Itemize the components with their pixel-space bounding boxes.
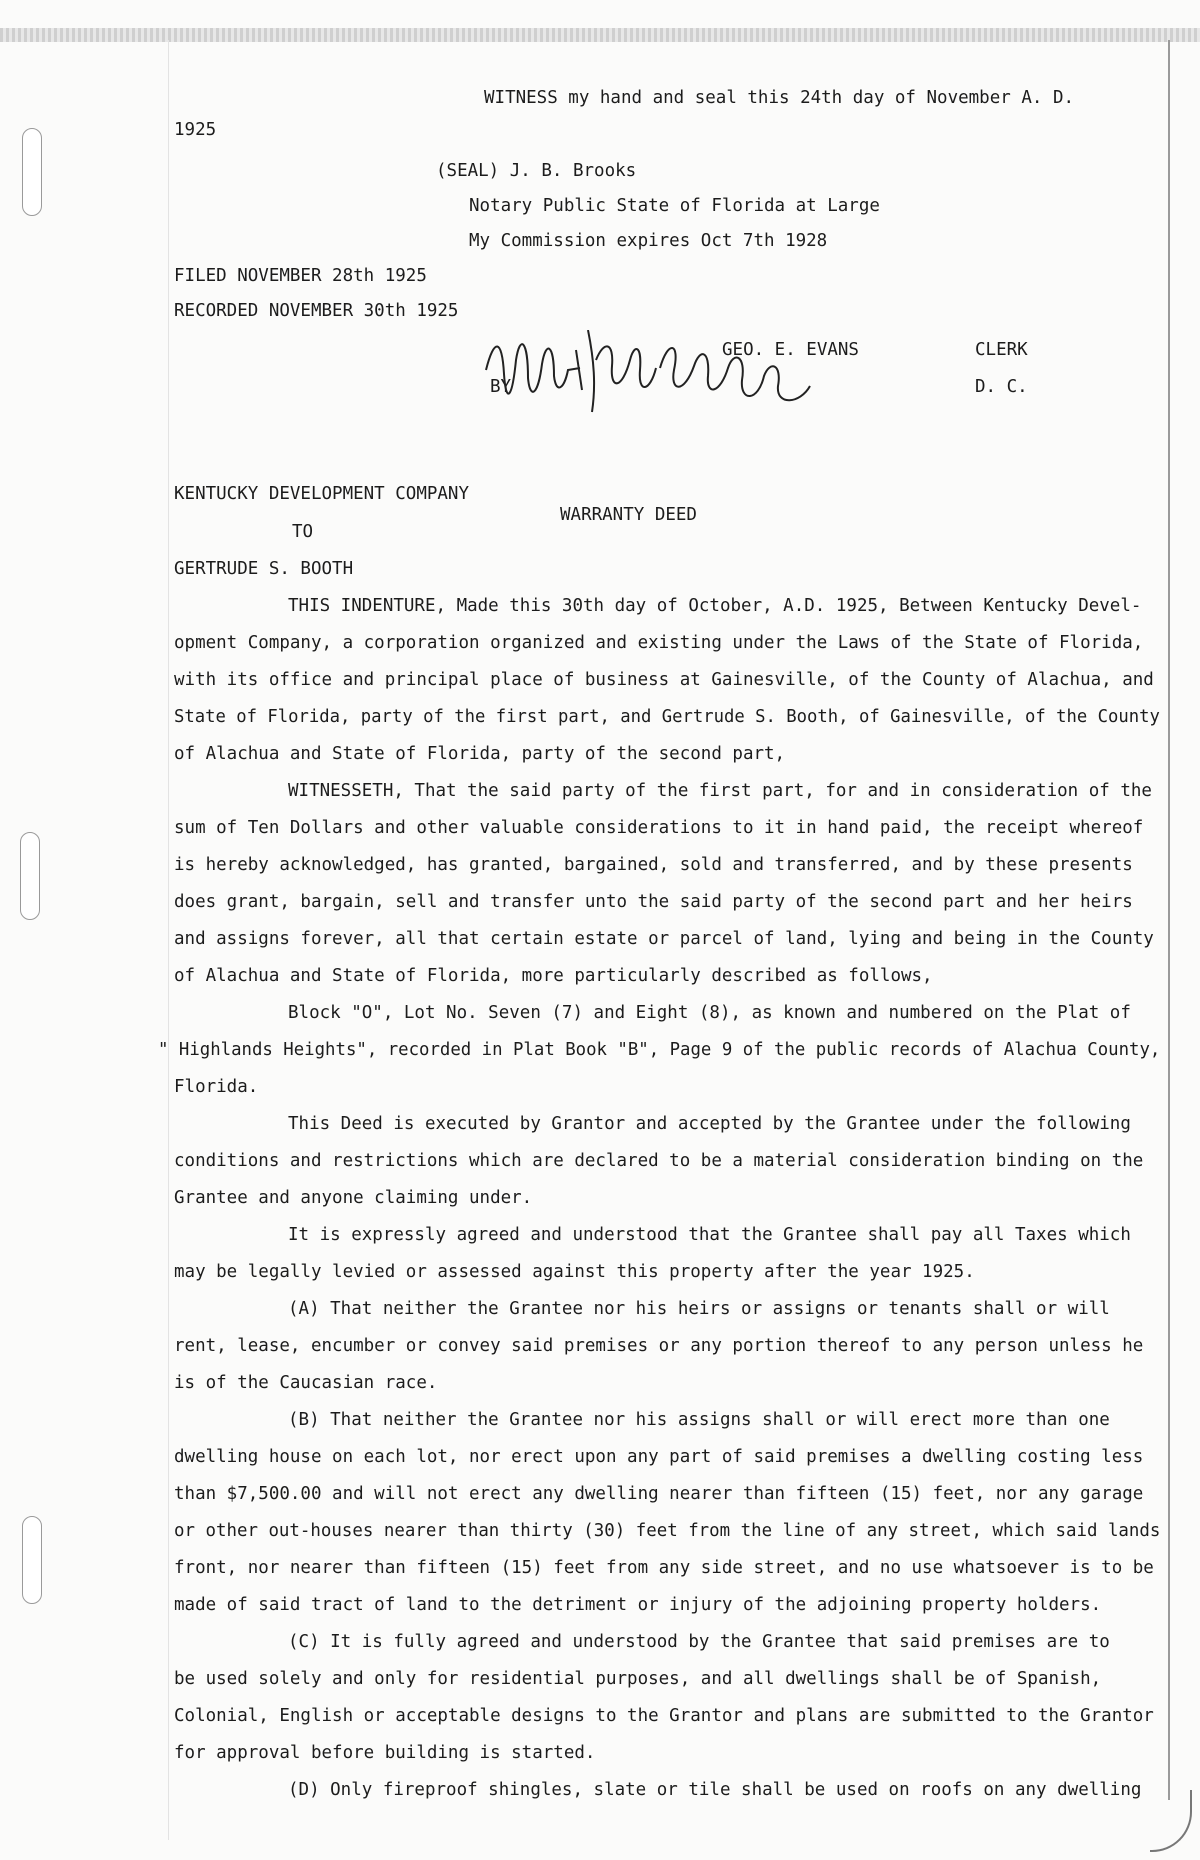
clerk-title: CLERK (975, 340, 1028, 360)
binder-hole (22, 1516, 42, 1604)
body-line: State of Florida, party of the first part, and Gertrude S. Booth, of Gainesville, of the County (174, 707, 1160, 727)
deputy-clerk-label: D. C. (975, 377, 1028, 397)
notary-seal-line: (SEAL) J. B. Brooks (436, 161, 637, 181)
recorded-date: RECORDED NOVEMBER 30th 1925 (174, 301, 459, 321)
notary-title: Notary Public State of Florida at Large (469, 196, 880, 216)
property-description: Block "O", Lot No. Seven (7) and Eight (8), as known and numbered on the Plat of (288, 1003, 1131, 1023)
body-line: of Alachua and State of Florida, more particularly described as follows, (174, 966, 933, 986)
restriction-a: (A) That neither the Grantee nor his heirs or assigns or tenants shall or will (288, 1299, 1110, 1319)
restriction-b: or other out-houses nearer than thirty (30) feet from the line of any street, which said lands (174, 1521, 1161, 1541)
witness-line: WITNESS my hand and seal this 24th day of November A. D. (484, 88, 1075, 108)
body-line: with its office and principal place of business at Gainesville, of the County of Alachua, and (174, 670, 1154, 690)
body-line: Grantee and anyone claiming under. (174, 1188, 533, 1208)
body-line: of Alachua and State of Florida, party of the second part, (174, 744, 786, 764)
restriction-c: Colonial, English or acceptable designs to the Grantor and plans are submitted to the Grantor (174, 1706, 1154, 1726)
body-line: opment Company, a corporation organized and existing under the Laws of the State of Florida, (174, 633, 1144, 653)
filed-date: FILED NOVEMBER 28th 1925 (174, 266, 427, 286)
body-line: It is expressly agreed and understood that the Grantee shall pay all Taxes which (288, 1225, 1131, 1245)
restriction-a: is of the Caucasian race. (174, 1373, 438, 1393)
restriction-b: front, nor nearer than fifteen (15) feet from any side street, and no use whatsoever is to be (174, 1558, 1154, 1578)
grantee-name: GERTRUDE S. BOOTH (174, 559, 354, 579)
binder-hole (20, 832, 40, 920)
deed-title: WARRANTY DEED (560, 505, 697, 525)
body-line: is hereby acknowledged, has granted, bargained, sold and transferred, and by these presents (174, 855, 1133, 875)
clerk-name: GEO. E. EVANS (722, 340, 859, 360)
restriction-b: dwelling house on each lot, nor erect upon any part of said premises a dwelling costing less (174, 1447, 1144, 1467)
witness-year: 1925 (174, 120, 217, 140)
scan-top-border (0, 28, 1200, 42)
property-description: " Highlands Heights", recorded in Plat Book "B", Page 9 of the public records of Alachua County, (158, 1040, 1161, 1060)
restriction-b: made of said tract of land to the detriment or injury of the adjoining property holders. (174, 1595, 1102, 1615)
to-label: TO (292, 522, 314, 542)
body-line: may be legally levied or assessed against this property after the year 1925. (174, 1262, 975, 1282)
page-curl (1150, 1790, 1192, 1852)
body-line: and assigns forever, all that certain estate or parcel of land, lying and being in the County (174, 929, 1154, 949)
body-line: This Deed is executed by Grantor and accepted by the Grantee under the following (288, 1114, 1131, 1134)
scan-left-margin (168, 40, 169, 1840)
body-line: THIS INDENTURE, Made this 30th day of October, A.D. 1925, Between Kentucky Devel- (288, 596, 1142, 616)
body-line: sum of Ten Dollars and other valuable considerations to it in hand paid, the receipt whereof (174, 818, 1144, 838)
restriction-b: than $7,500.00 and will not erect any dwelling nearer than fifteen (15) feet, nor any garage (174, 1484, 1144, 1504)
restriction-b: (B) That neither the Grantee nor his assigns shall or will erect more than one (288, 1410, 1110, 1430)
body-line: conditions and restrictions which are declared to be a material consideration binding on the (174, 1151, 1144, 1171)
deputy-clerk-signature (484, 330, 814, 414)
by-label: BY (490, 377, 512, 397)
restriction-a: rent, lease, encumber or convey said premises or any portion thereof to any person unless he (174, 1336, 1144, 1356)
restriction-c: for approval before building is started. (174, 1743, 596, 1763)
binder-hole (22, 128, 42, 216)
restriction-c: be used solely and only for residential purposes, and all dwellings shall be of Spanish, (174, 1669, 1102, 1689)
notary-commission: My Commission expires Oct 7th 1928 (469, 231, 828, 251)
body-line: WITNESSETH, That the said party of the first part, for and in consideration of the (288, 781, 1152, 801)
body-line: does grant, bargain, sell and transfer unto the said party of the second part and her heirs (174, 892, 1133, 912)
restriction-d: (D) Only fireproof shingles, slate or tile shall be used on roofs on any dwelling (288, 1780, 1142, 1800)
scan-right-border (1168, 40, 1170, 1800)
property-description: Florida. (174, 1077, 259, 1097)
restriction-c: (C) It is fully agreed and understood by the Grantee that said premises are to (288, 1632, 1110, 1652)
grantor-name: KENTUCKY DEVELOPMENT COMPANY (174, 484, 470, 504)
